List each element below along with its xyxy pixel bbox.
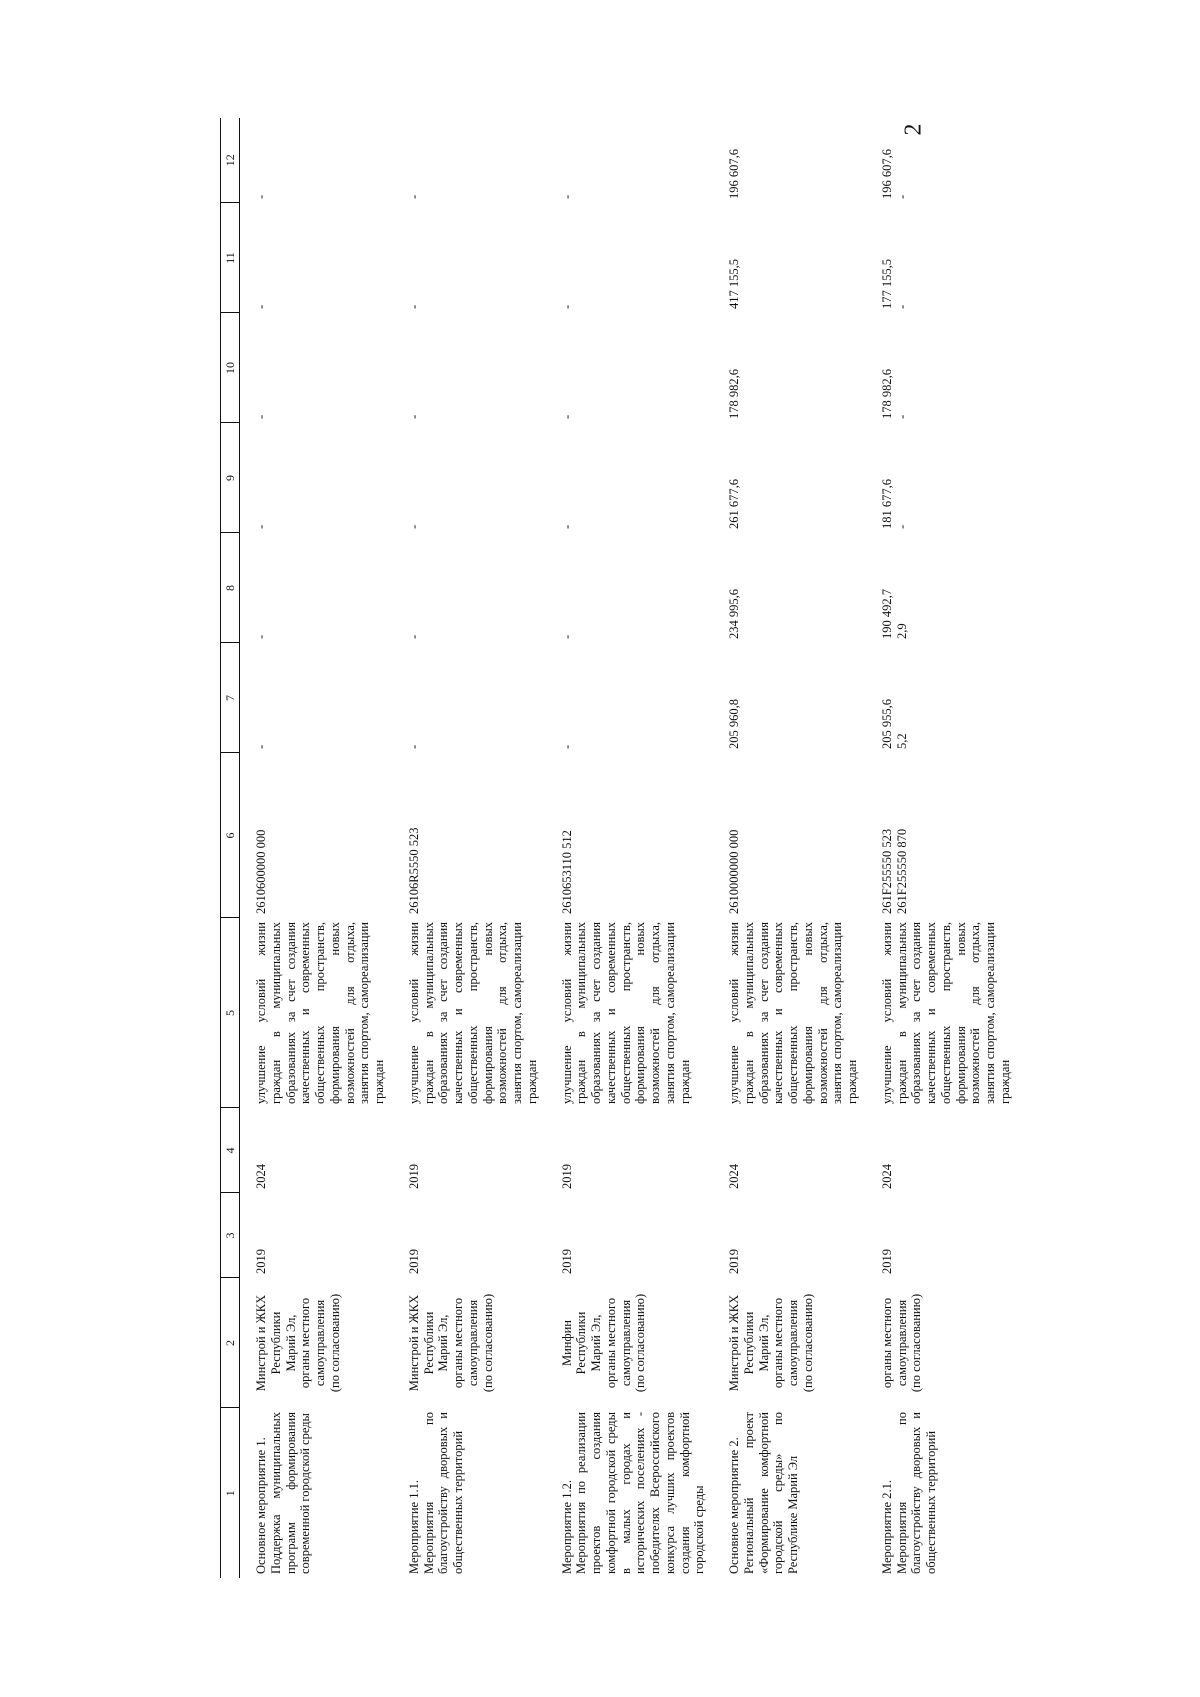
- cell-col-10: [866, 313, 1019, 423]
- cell-line: органы местного: [771, 1297, 786, 1389]
- col-header-2: 2: [221, 1278, 240, 1408]
- cell-line: -: [254, 414, 269, 419]
- cell-line: 2610000000 000: [727, 829, 742, 914]
- cell-line: Республики: [268, 1311, 283, 1375]
- cell-line: Поддержка муниципальных программ формирования современной городской среды: [268, 1412, 313, 1574]
- cell-line: 190 492,7: [879, 589, 894, 639]
- cell-line: органы местного: [603, 1297, 618, 1389]
- table-row: [393, 118, 546, 1578]
- cell-line: (по согласованию): [909, 1293, 924, 1393]
- cell-line: Минфин: [559, 1320, 574, 1366]
- cell-col-9: [240, 423, 393, 533]
- cell-line: 234 995,6: [727, 589, 742, 639]
- cell-col-8: [866, 533, 1019, 643]
- cell-col-11: [240, 203, 393, 313]
- cell-col-6: [713, 753, 866, 918]
- cell-col-3: 2019: [406, 1249, 421, 1274]
- col-header-4: 4: [221, 1108, 240, 1193]
- cell-line: 178 982,6: [879, 369, 894, 419]
- col-header-5: 5: [221, 918, 240, 1108]
- cell-line: органы местного: [451, 1297, 466, 1389]
- cell-line: Минстрой и ЖКХ: [406, 1294, 421, 1392]
- cell-col-1: [393, 1408, 546, 1578]
- cell-col-1: [713, 1408, 866, 1578]
- cell-line: органы местного: [879, 1297, 894, 1389]
- cell-line: Мероприятие 2.1.: [879, 1480, 894, 1574]
- cell-col-8: [546, 533, 714, 643]
- table-row: [546, 118, 714, 1578]
- cell-col-3: 2019: [559, 1249, 574, 1274]
- cell-col-7: [393, 643, 546, 753]
- cell-line: -: [894, 414, 909, 419]
- cell-line: 2610600000 000: [254, 829, 269, 914]
- cell-col-7: [713, 643, 866, 753]
- cell-line: Республики: [741, 1311, 756, 1375]
- cell-col-3: 2019: [727, 1249, 742, 1274]
- cell-line: Марий Эл,: [756, 1314, 771, 1372]
- column-number-header: [221, 118, 240, 1578]
- cell-col-11: [713, 203, 866, 313]
- cell-col-1: [240, 1408, 393, 1578]
- cell-line: -: [894, 304, 909, 309]
- cell-line: самоуправления: [894, 1299, 909, 1387]
- cell-line: Региональный проект «Формирование комфортной городской среды» по Республике Марий Эл: [741, 1412, 801, 1574]
- cell-line: Республики: [574, 1311, 589, 1375]
- table-row: [866, 118, 1019, 1578]
- cell-col-9: [866, 423, 1019, 533]
- cell-col-6: [240, 753, 393, 918]
- cell-line: 205 955,6: [879, 699, 894, 749]
- cell-col-12: [713, 118, 866, 203]
- cell-col-6: [393, 753, 546, 918]
- table-body: [240, 118, 1019, 1578]
- cell-line: -: [406, 304, 421, 309]
- cell-col-7: [546, 643, 714, 753]
- table-row: [713, 118, 866, 1578]
- cell-line: -: [559, 304, 574, 309]
- cell-line: самоуправления: [618, 1299, 633, 1387]
- cell-col-10: [393, 313, 546, 423]
- cell-col-5: улучшение условий жизни граждан в муниципальных образованиях за счет создания качественных и современных общественных пространств, формирования новых возможностей для отдыха, занятия спортом, самореализации граждан: [559, 922, 692, 1104]
- cell-line: 196 607,6: [727, 149, 742, 199]
- cell-col-4: 2024: [254, 1164, 269, 1189]
- cell-line: 261F255550 523: [879, 828, 894, 914]
- cell-line: Мероприятие 1.1.: [406, 1480, 421, 1574]
- cell-line: 2,9: [894, 623, 909, 639]
- cell-line: Мероприятия по благоустройству дворовых и общественных территорий: [894, 1412, 939, 1574]
- cell-line: Минстрой и ЖКХ: [254, 1294, 269, 1392]
- cell-col-5: улучшение условий жизни граждан в муниципальных образованиях за счет создания качественных и современных общественных пространств, формирования новых возможностей для отдыха, занятия спортом, самореализации граждан: [727, 922, 860, 1104]
- cell-col-9: [546, 423, 714, 533]
- cell-line: самоуправления: [313, 1299, 328, 1387]
- cell-col-12: [393, 118, 546, 203]
- cell-line: -: [559, 744, 574, 749]
- cell-line: -: [559, 194, 574, 199]
- cell-line: (по согласованию): [480, 1293, 495, 1393]
- cell-col-7: [240, 643, 393, 753]
- cell-col-10: [546, 313, 714, 423]
- cell-line: Основное мероприятие 2.: [727, 1437, 742, 1574]
- cell-line: 177 155,5: [879, 259, 894, 309]
- cell-line: 181 677,6: [879, 479, 894, 529]
- cell-line: -: [254, 194, 269, 199]
- cell-line: 261F255550 870: [894, 828, 909, 914]
- cell-line: Марий Эл,: [589, 1314, 604, 1372]
- cell-col-6: [546, 753, 714, 918]
- cell-col-1: [866, 1408, 1019, 1578]
- cell-line: Основное мероприятие 1.: [254, 1437, 269, 1574]
- col-header-10: 10: [221, 313, 240, 423]
- cell-col-5: улучшение условий жизни граждан в муниципальных образованиях за счет создания качественных и современных общественных пространств, формирования новых возможностей для отдыха, занятия спортом, самореализации граждан: [879, 922, 1012, 1104]
- cell-line: (по согласованию): [327, 1293, 342, 1393]
- cell-col-6: [866, 753, 1019, 918]
- cell-col-2: [866, 1278, 1019, 1408]
- cell-line: 26106R5550 523: [406, 827, 421, 914]
- cell-line: 178 982,6: [727, 369, 742, 419]
- cell-line: -: [406, 634, 421, 639]
- page-number: 2: [900, 123, 927, 136]
- cell-line: (по согласованию): [800, 1293, 815, 1393]
- cell-line: самоуправления: [786, 1299, 801, 1387]
- cell-line: -: [894, 194, 909, 199]
- cell-line: -: [559, 634, 574, 639]
- cell-col-10: [240, 313, 393, 423]
- col-header-11: 11: [221, 203, 240, 313]
- cell-line: -: [406, 194, 421, 199]
- cell-line: Минстрой и ЖКХ: [727, 1294, 742, 1392]
- cell-line: Марий Эл,: [436, 1314, 451, 1372]
- cell-col-3: 2019: [879, 1249, 894, 1274]
- cell-col-8: [393, 533, 546, 643]
- cell-col-4: 2024: [727, 1164, 742, 1189]
- col-header-12: 12: [221, 118, 240, 203]
- table-row: [240, 118, 393, 1578]
- cell-col-7: [866, 643, 1019, 753]
- cell-line: -: [559, 524, 574, 529]
- cell-col-4: 2019: [559, 1164, 574, 1189]
- cell-col-2: [713, 1278, 866, 1408]
- cell-col-4: 2019: [406, 1164, 421, 1189]
- cell-col-2: [546, 1278, 714, 1408]
- cell-col-11: [866, 203, 1019, 313]
- cell-col-2: [393, 1278, 546, 1408]
- col-header-7: 7: [221, 643, 240, 753]
- program-measures-table: [220, 118, 1019, 1578]
- cell-line: -: [254, 744, 269, 749]
- cell-col-8: [713, 533, 866, 643]
- cell-col-10: [713, 313, 866, 423]
- cell-col-9: [713, 423, 866, 533]
- cell-col-9: [393, 423, 546, 533]
- cell-line: -: [254, 524, 269, 529]
- cell-col-11: [393, 203, 546, 313]
- cell-line: 261 677,6: [727, 479, 742, 529]
- col-header-9: 9: [221, 423, 240, 533]
- cell-line: Марий Эл,: [283, 1314, 298, 1372]
- cell-line: 5,2: [894, 733, 909, 749]
- col-header-3: 3: [221, 1193, 240, 1278]
- rotated-table-sheet: [220, 118, 1012, 1578]
- cell-col-2: [240, 1278, 393, 1408]
- cell-col-8: [240, 533, 393, 643]
- cell-line: 2610653110 512: [559, 830, 574, 914]
- cell-line: Мероприятие 1.2.: [559, 1480, 574, 1574]
- cell-col-12: [866, 118, 1019, 203]
- cell-line: Республики: [421, 1311, 436, 1375]
- cell-line: органы местного: [298, 1297, 313, 1389]
- col-header-6: 6: [221, 753, 240, 918]
- cell-line: 196 607,6: [879, 149, 894, 199]
- cell-line: (по согласованию): [633, 1293, 648, 1393]
- cell-line: 205 960,8: [727, 699, 742, 749]
- cell-line: -: [254, 634, 269, 639]
- cell-line: -: [559, 414, 574, 419]
- cell-col-12: [240, 118, 393, 203]
- cell-col-3: 2019: [254, 1249, 269, 1274]
- col-header-8: 8: [221, 533, 240, 643]
- cell-col-5: улучшение условий жизни граждан в муниципальных образованиях за счет создания качественных и современных общественных пространств, формирования новых возможностей для отдыха, занятия спортом, самореализации граждан: [406, 922, 539, 1104]
- cell-col-11: [546, 203, 714, 313]
- cell-line: -: [406, 524, 421, 529]
- cell-col-5: улучшение условий жизни граждан в муниципальных образованиях за счет создания качественных и современных общественных пространств, формирования новых возможностей для отдыха, занятия спортом, самореализации граждан: [254, 922, 387, 1104]
- cell-line: -: [254, 304, 269, 309]
- col-header-1: 1: [221, 1408, 240, 1578]
- cell-line: -: [406, 744, 421, 749]
- cell-line: -: [894, 524, 909, 529]
- cell-line: самоуправления: [465, 1299, 480, 1387]
- cell-line: -: [406, 414, 421, 419]
- cell-line: Мероприятия по благоустройству дворовых и общественных территорий: [421, 1412, 466, 1574]
- cell-line: 417 155,5: [727, 259, 742, 309]
- cell-line: Мероприятия по реализации проектов создания комфортной городской среды в малых городах и исторических поселениях - победителях Всероссийского конкурса лучших проектов создания комфортной городской среды: [574, 1412, 707, 1574]
- cell-col-1: [546, 1408, 714, 1578]
- cell-col-12: [546, 118, 714, 203]
- cell-col-4: 2024: [879, 1164, 894, 1189]
